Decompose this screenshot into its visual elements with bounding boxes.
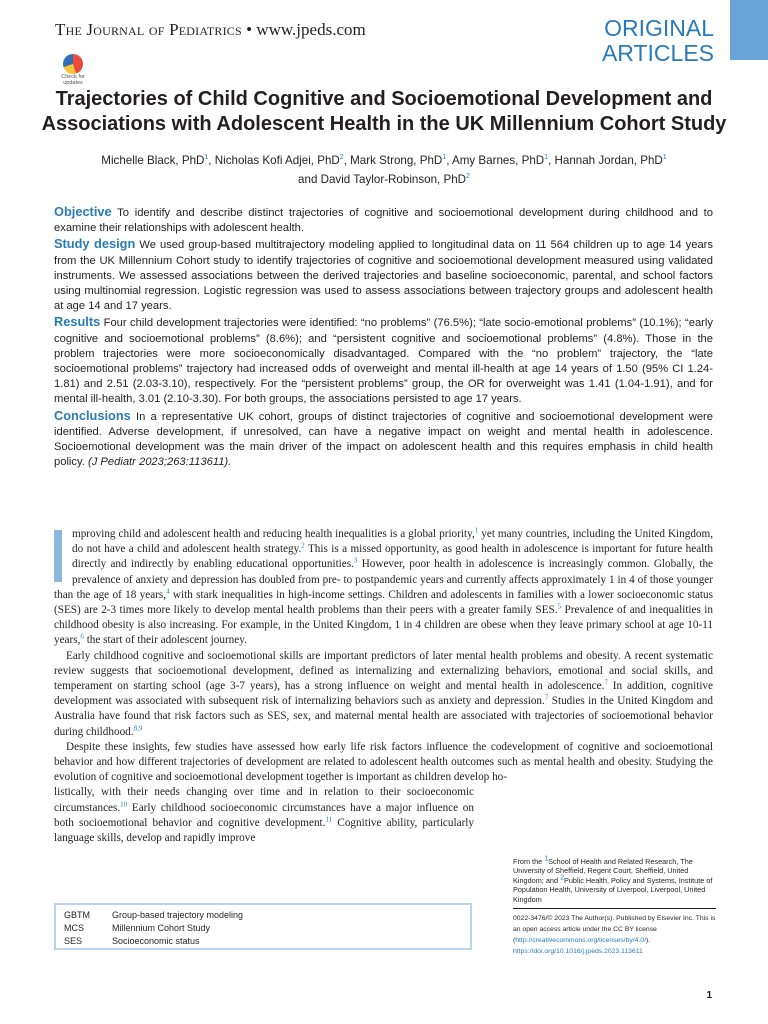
author-name: Mark Strong, PhD [350, 154, 443, 167]
author-affiliation-mark: 2 [339, 154, 344, 162]
header-separator: • [246, 20, 253, 39]
author-affiliation-mark: 1 [204, 154, 209, 162]
license-link[interactable]: http://creativecommons.org/licenses/by/4.0/ [515, 937, 646, 944]
reference-link[interactable]: 11 [325, 815, 333, 824]
reference-link[interactable]: 5 [557, 602, 562, 611]
abstract-section: Conclusions In a representative UK cohort, groups of distinct trajectories of cognitive and socioemotional development were identified. Adverse development, if unresolved, can have a negative impact on weight and mental health in adolescence. Socioemotional development was the main driver of the impact on adolescent health and this requires emphasis in child health policy. (J Pediatr 2023;263:113611). [54, 407, 713, 469]
affiliations: From the $^1$School of Health and Related Research, The University of Sheffield, Regent Court, Sheffield, United Kingdom; and $^2$Public Health, Policy and Systems, Institute of Population Health, University of Liverpool, Liverpool, United Kingdom [513, 855, 713, 904]
author-name: Michelle Black, PhD [101, 154, 205, 167]
corner-tab [730, 0, 768, 60]
abbreviation-meaning: Millennium Cohort Study [112, 923, 211, 933]
abstract-heading: Results [54, 314, 101, 330]
body-paragraph-3: Despite these insights, few studies have assessed how early life risk factors influence the codevelopment of cognitive and socioemotional behavior and how different trajectories of development are related to adolescent health outcomes such as mental health and obesity. Studying the evolution of cognitive and socioemotional development together is important as children develop ho- [54, 740, 713, 784]
author-affiliation-mark: 1 [662, 154, 667, 162]
page-number: 1 [706, 990, 712, 1001]
author-affiliation-mark: 1 [442, 154, 447, 162]
reference-link[interactable]: 8,9 [133, 723, 143, 732]
reference-link[interactable]: 6 [80, 632, 84, 641]
abstract-section: Results Four child development trajectories were identified: “no problems” (76.5%); “late socio-emotional problems” (10.1%); “early cognitive and socioemotional problems” (8.6%); and “persistent cognitive and socioemotional problems” (4.8%). Those in the problem trajectories were more socioeconomically disadvantaged. Compared with the “no problem” trajectory, the “late socioemotional problems” trajectory had increased odds of overweight and mental ill-health at age 14 years of 1.50 (95% CI 1.24-1.81) and 2.51 (2.03-3.10), respectively. For the “persistent problems” group, the OR for overweight was 1.41 (1.04-1.91), and for mental ill-health, 3.01 (2.10-3.30). For both groups, the associations persisted to age 17 years. [54, 314, 713, 406]
abstract-section: Study design We used group-based multitrajectory modeling applied to longitudinal data on 11 564 children up to age 14 years from the UK Millennium Cohort study to identify trajectories of cognitive and socioemotional development measured using validated instruments. We assessed associations between the derived trajectories and baseline socioeconomic, parental, and school factors using multinomial regression. Logistic regression was used to assess associations between trajectory groups and adolescent health at age 14 and 17 years. [54, 236, 713, 313]
doi-link[interactable]: https://doi.org/10.1016/j.jpeds.2023.113611 [513, 948, 643, 955]
reference-link[interactable]: 10 [120, 799, 128, 808]
abbreviation-row [64, 935, 200, 947]
reference-link[interactable]: 1 [474, 526, 479, 535]
reference-link[interactable]: 7 [544, 693, 549, 702]
author-name: and David Taylor-Robinson, PhD [298, 173, 467, 186]
author-name: Hannah Jordan, PhD [554, 154, 663, 167]
check-updates-label: Check for updates [61, 74, 85, 86]
abstract [54, 204, 713, 470]
abbreviation-code: GBTM [64, 910, 90, 920]
abbreviation-code: MCS [64, 923, 84, 933]
author-affiliation-mark: 1 [544, 154, 549, 162]
citation: (J Pediatr 2023;263:113611). [84, 456, 232, 469]
abstract-section: Objective To identify and describe distinct trajectories of cognitive and socioemotional development during childhood and to examine their relationships with adolescent health. [54, 204, 713, 235]
reference-link[interactable]: 4 [166, 587, 170, 596]
reference-link[interactable]: 2 [301, 541, 305, 550]
affiliation-divider [513, 908, 716, 909]
drop-cap-bar [54, 530, 62, 582]
author-affiliation-mark: 2 [466, 173, 470, 181]
article-title: Trajectories of Child Cognitive and Socioemotional Development and Associations with Adolescent Health in the UK Millennium Cohort Study [41, 88, 727, 135]
section-label-line1: ORIGINAL [604, 15, 714, 41]
reference-link[interactable]: 7 [604, 678, 608, 687]
body-paragraph-3-continued: listically, with their needs changing over time and in relation to their socioeconomic circumstances.$^{10}$ Early childhood socioeconomic circumstances have a major influence on both socioemotional behavior and cognitive development.$^{11}$ Cognitive ability, particularly language skills, develop and rapidly improve [54, 786, 474, 845]
abbreviation-meaning: Group-based trajectory modeling [112, 910, 244, 920]
section-label-line2: ARTICLES [601, 40, 714, 66]
author-list: Michelle Black, PhD$^1$, Nicholas Kofi Adjei, PhD$^2$, Mark Strong, PhD$^1$, Amy Barnes, PhD$^1$, Hannah Jordan, PhD$^1$ and David Taylor-Robinson, PhD$^2$ [101, 154, 667, 186]
body-paragraph-1: mproving child and adolescent health and reducing health inequalities is a global priority,$^1$ yet many countries, including the United Kingdom, do not have a child and adolescent health strategy.$^2$ This is a missed opportunity, as good health in adolescence is important for future health directly and indirectly by enabling educational opportunities.$^3$ However, poor health in adolescence is increasingly common. Globally, the prevalence of anxiety and depression has doubled from pre- to postpandemic years and currently affects approximately 1 in 4 of those younger than the age of 18 years,$^4$ with stark inequalities in high-income settings. Children and adolescents in families with a lower socioeconomic status (SES) are 2-3 times more likely to develop mental health problems than their peers with a greater family SES.$^5$ Prevalence of and inequalities in childhood obesity is also increasing. For example, in the United Kingdom, 1 in 4 children are obese when they leave primary school at age 10-11 years,$^6$ the start of their adolescent journey. [54, 526, 714, 647]
author-name: Nicholas Kofi Adjei, PhD [214, 154, 340, 167]
body-text [54, 527, 713, 846]
abbreviations-box [54, 903, 472, 950]
abstract-heading: Conclusions [54, 407, 131, 423]
check-for-updates-badge[interactable] [55, 54, 91, 90]
check-updates-icon [63, 54, 83, 74]
author-name: Amy Barnes, PhD [452, 154, 545, 167]
abstract-heading: Objective [54, 204, 112, 219]
body-paragraph-2: Early childhood cognitive and socioemotional skills are important predictors of later mental health problems and obesity. A recent systematic review suggests that socioemotional development, defined as internalizing and externalizing behaviors, emotional and social skills, and temperament on starting school (age 3-7 years), has a strong influence on weight and mental health in adolescence.$^7$ In addition, cognitive development was associated with subsequent risk of internalizing behaviors such as anxiety and depression.$^7$ Studies in the United Kingdom and Australia have found that risk factors such as SES, sex, and maternal mental health are associated with trajectories of socioemotional behavior during childhood.$^{8,9}$ [54, 649, 713, 738]
journal-name: The Journal of Pediatrics [55, 20, 242, 39]
journal-header [55, 20, 366, 40]
journal-url[interactable]: www.jpeds.com [256, 20, 366, 39]
section-label [602, 16, 714, 66]
abbreviation-code: SES [64, 936, 83, 946]
reference-link[interactable]: 3 [353, 556, 358, 565]
license-info: 0022-3476/© 2023 The Author(s). Published by Elsevier Inc. This is an open access article under the CC BY license (http://creativecommons.org/licenses/by/4.0/). https://doi.org/10.1016/j.jpeds.2023.113611 [513, 915, 716, 955]
abstract-heading: Study design [54, 236, 136, 252]
abbreviation-row [64, 922, 210, 934]
abbreviation-row [64, 909, 243, 921]
abbreviation-meaning: Socioeconomic status [112, 936, 200, 946]
